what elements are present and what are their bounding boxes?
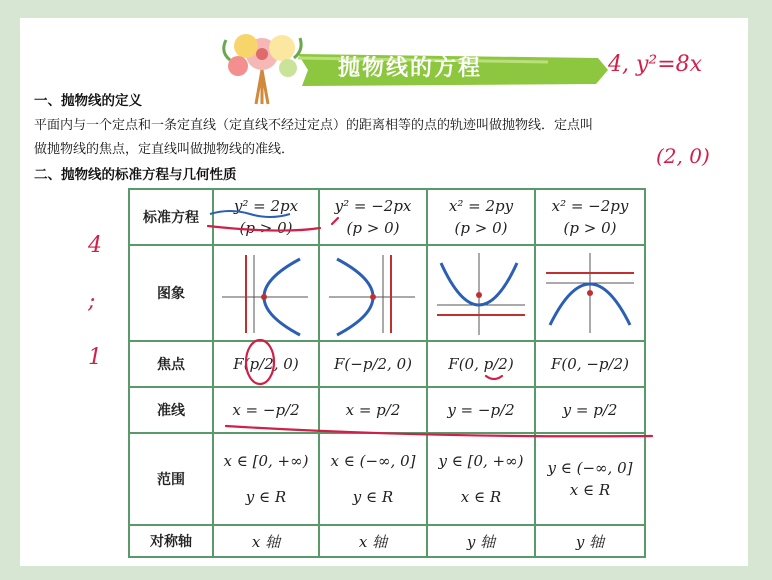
- axis-cell: y 轴: [427, 525, 535, 557]
- axis-cell: x 轴: [319, 525, 427, 557]
- equation-text: y² = 2px: [233, 197, 299, 215]
- range-text: x ∈ R: [569, 481, 611, 499]
- range-text: y ∈ R: [352, 488, 394, 506]
- banner-title: 抛物线的方程: [338, 55, 483, 81]
- directrix-cell: x = p/2: [319, 387, 427, 433]
- graph-cell: [213, 245, 319, 341]
- note-right-point: (2, 0): [656, 144, 710, 168]
- range-text: x ∈ (−∞, 0]: [330, 452, 416, 470]
- focus-cell: F(p/2, 0): [213, 341, 319, 387]
- definition-line1: 平面内与一个定点和一条定直线（定直线不经过定点）的距离相等的点的轨迹叫做抛物线．定点叫: [34, 118, 594, 133]
- axis-cell: y 轴: [535, 525, 645, 557]
- flower-decoration-icon: [216, 24, 308, 106]
- graph-row: [129, 245, 645, 341]
- condition-text: (p > 0): [346, 219, 400, 237]
- note-right-top: 4, y²=8x: [608, 52, 703, 77]
- parabola-properties-table: [128, 188, 646, 558]
- axis-row: [129, 525, 645, 557]
- directrix-cell: y = −p/2: [427, 387, 535, 433]
- parabola-down-graph: [542, 249, 638, 337]
- condition-text: (p > 0): [563, 219, 617, 237]
- equation-text: x² = 2py: [448, 197, 514, 215]
- row-label-equation: 标准方程: [129, 189, 213, 245]
- parabola-right-graph: [218, 249, 314, 337]
- equation-row: [129, 189, 645, 245]
- condition-text: (p > 0): [239, 219, 293, 237]
- range-cell: [427, 433, 535, 525]
- graph-cell: [319, 245, 427, 341]
- focus-cell: F(−p/2, 0): [319, 341, 427, 387]
- parabola-left-graph: [325, 249, 421, 337]
- directrix-cell: x = −p/2: [213, 387, 319, 433]
- focus-cell: F(0, p/2): [427, 341, 535, 387]
- row-label-range: 范围: [129, 433, 213, 525]
- range-text: x ∈ R: [460, 488, 502, 506]
- equation-cell: [319, 189, 427, 245]
- range-cell: [319, 433, 427, 525]
- graph-cell: [535, 245, 645, 341]
- range-row: [129, 433, 645, 525]
- note-left: 4 ; 1: [88, 233, 102, 370]
- range-text: y ∈ [0, +∞): [438, 452, 524, 470]
- equation-text: x² = −2py: [551, 197, 629, 215]
- equation-cell: [535, 189, 645, 245]
- row-label-directrix: 准线: [129, 387, 213, 433]
- equation-cell: [213, 189, 319, 245]
- definition-line2: 做抛物线的焦点，定直线叫做抛物线的准线．: [34, 142, 295, 157]
- range-text: x ∈ [0, +∞): [223, 452, 309, 470]
- focus-row: [129, 341, 645, 387]
- graph-cell: [427, 245, 535, 341]
- range-text: y ∈ (−∞, 0]: [547, 459, 633, 477]
- condition-text: (p > 0): [454, 219, 508, 237]
- range-cell: [213, 433, 319, 525]
- range-cell: [535, 433, 645, 525]
- section1-heading: 一、抛物线的定义: [34, 93, 142, 109]
- axis-cell: x 轴: [213, 525, 319, 557]
- directrix-cell: y = p/2: [535, 387, 645, 433]
- range-text: y ∈ R: [245, 488, 287, 506]
- row-label-focus: 焦点: [129, 341, 213, 387]
- row-label-axis: 对称轴: [129, 525, 213, 557]
- parabola-up-graph: [433, 249, 529, 337]
- row-label-graph: 图象: [129, 245, 213, 341]
- equation-cell: [427, 189, 535, 245]
- focus-cell: F(0, −p/2): [535, 341, 645, 387]
- section2-heading: 二、抛物线的标准方程与几何性质: [34, 167, 237, 183]
- equation-text: y² = −2px: [334, 197, 412, 215]
- slide-page: [20, 18, 748, 566]
- directrix-row: [129, 387, 645, 433]
